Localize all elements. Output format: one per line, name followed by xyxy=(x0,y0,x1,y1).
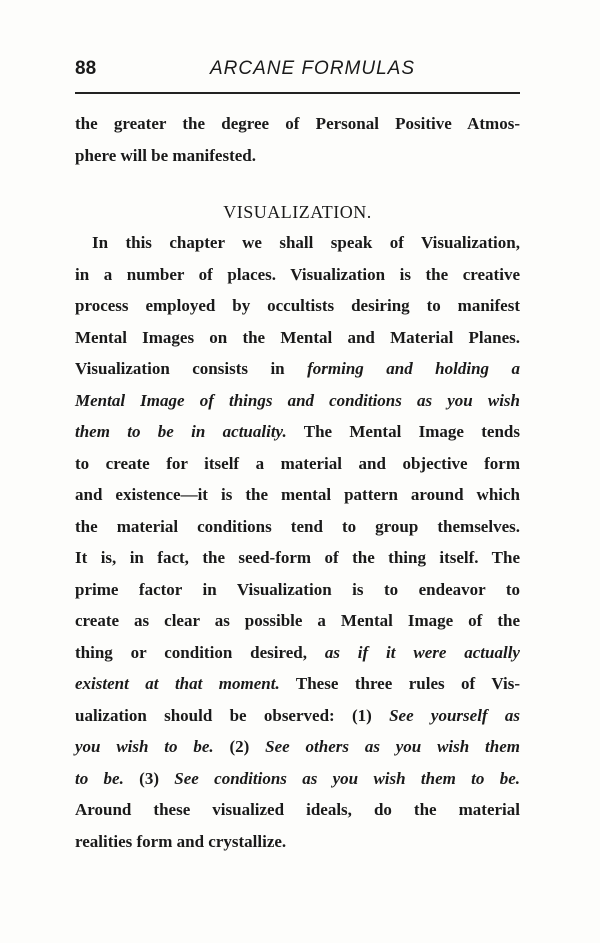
text-segment: These three rules of Vis- xyxy=(279,674,521,693)
text-line xyxy=(75,548,520,568)
header-rule xyxy=(75,92,520,94)
text-line xyxy=(75,800,520,820)
text-segment: the material conditions tend to group themselves. xyxy=(75,516,520,536)
section-heading: VISUALIZATION. xyxy=(223,202,372,222)
text-segment: It is, in fact, the seed-form of the thing itself. The xyxy=(75,548,520,567)
text-segment: to create for itself a material and objective form xyxy=(75,453,520,473)
text-line xyxy=(75,674,520,694)
text-line xyxy=(75,454,520,474)
text-line xyxy=(75,391,520,411)
text-line xyxy=(75,737,520,757)
text-segment: prime factor in Visualization is to endeavor to xyxy=(75,579,520,599)
text-line xyxy=(75,146,520,166)
italic-text: existent at that moment. xyxy=(75,674,280,693)
text-segment: in a number of places. Visualization is the creative xyxy=(75,264,520,284)
text-line xyxy=(75,114,520,134)
text-line xyxy=(75,611,520,631)
text-line xyxy=(75,517,520,537)
text-segment: thing or condition desired, xyxy=(75,642,325,662)
page-header xyxy=(75,58,520,88)
text-line xyxy=(75,359,520,379)
text-line xyxy=(75,832,520,852)
italic-text: you wish to be. xyxy=(75,737,214,756)
text-line xyxy=(75,296,520,316)
italic-text: See others as you wish them xyxy=(265,737,521,756)
text-line xyxy=(75,265,520,285)
text-line xyxy=(75,233,520,253)
text-segment: ualization should be observed: (1) xyxy=(75,705,390,725)
italic-text: Mental Image of things and conditions as you wish xyxy=(75,390,520,410)
text-line xyxy=(75,706,520,726)
text-segment: Around these visualized ideals, do the material xyxy=(75,800,520,819)
text-segment: (2) xyxy=(213,737,266,756)
italic-text: forming and holding a xyxy=(307,359,520,378)
italic-text: See conditions as you wish them to be. xyxy=(174,768,520,788)
text-segment: create as clear as possible a Mental Image of the xyxy=(75,611,520,630)
text-segment: phere will be manifested. xyxy=(75,146,257,165)
page-number: 88 xyxy=(75,58,97,79)
text-segment: The Mental Image tends xyxy=(286,422,520,441)
text-segment: process employed by occultists desiring to manifest xyxy=(75,296,520,315)
text-line xyxy=(75,643,520,663)
text-line xyxy=(75,328,520,348)
text-line xyxy=(75,422,520,442)
text-line xyxy=(75,769,520,789)
text-segment: (3) xyxy=(123,768,175,788)
text-segment: the greater the degree of Personal Positive Atmos- xyxy=(75,114,520,133)
text-line xyxy=(75,485,520,505)
italic-text: See yourself as xyxy=(389,705,520,725)
text-segment: Mental Images on the Mental and Material Planes. xyxy=(75,327,520,347)
text-segment: realities form and crystallize. xyxy=(75,831,287,851)
italic-text: them to be in actuality. xyxy=(75,422,287,441)
text-segment: Visualization consists in xyxy=(75,359,308,378)
text-line xyxy=(75,580,520,600)
running-title: ARCANE FORMULAS xyxy=(209,58,416,79)
text-segment: and existence—it is the mental pattern around which xyxy=(75,485,520,504)
text-segment: In this chapter we shall speak of Visualization, xyxy=(75,233,520,252)
italic-text: to be. xyxy=(75,768,124,788)
italic-text: as if it were actually xyxy=(324,642,520,662)
